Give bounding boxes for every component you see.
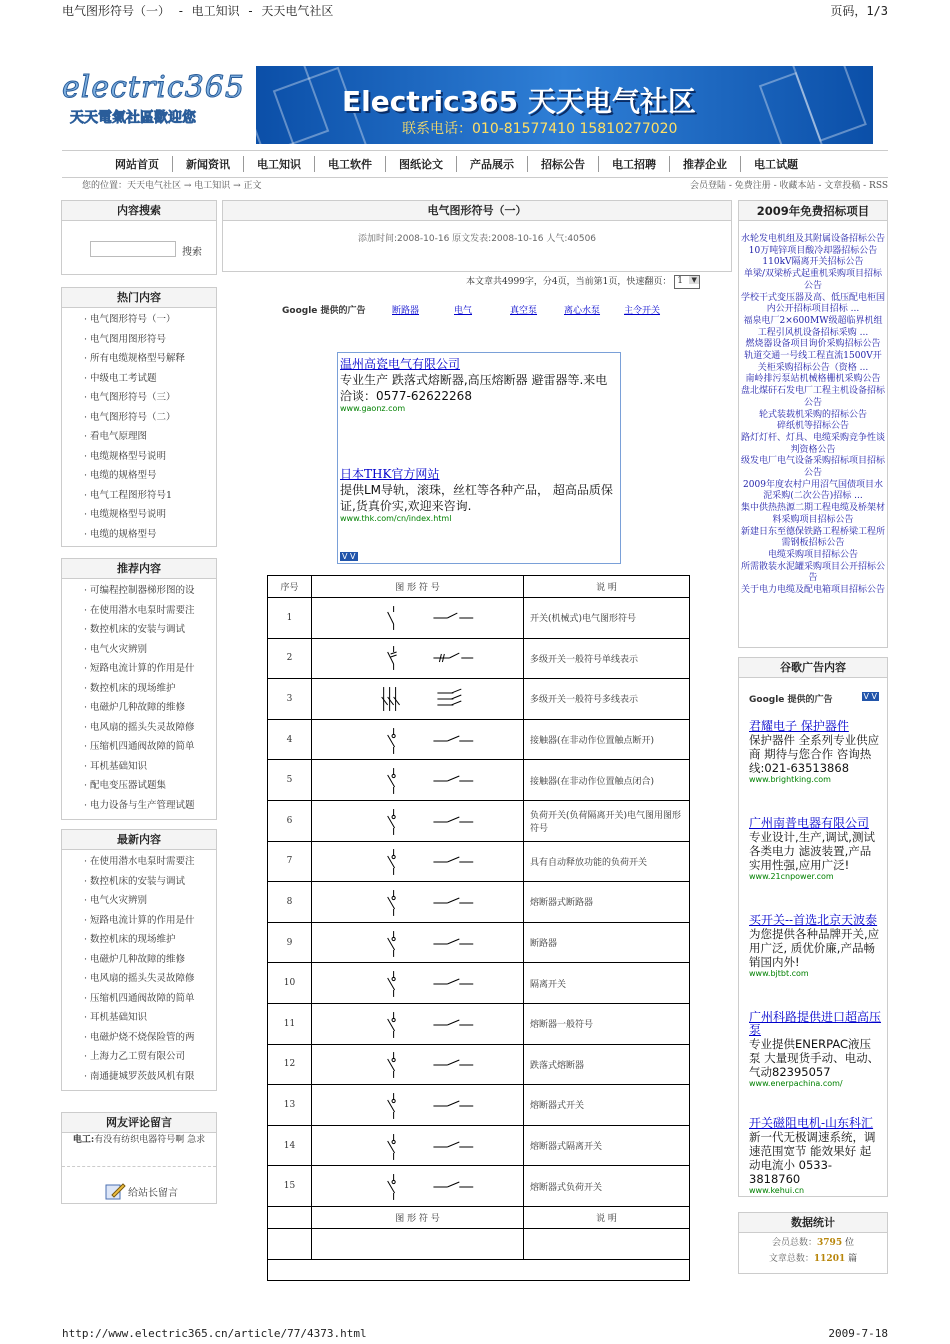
row-symbol <box>312 923 524 963</box>
row-symbol <box>312 801 524 841</box>
google-ads-bar <box>282 303 660 316</box>
ad-choices-icon[interactable]: V V <box>863 692 877 701</box>
list-item[interactable]: · 电缆的规格型号 <box>62 525 216 545</box>
table-row <box>268 1126 689 1167</box>
list-item[interactable]: · 电缆的规格型号 <box>62 466 216 486</box>
list-item[interactable]: · 电缆规格型号说明 <box>62 505 216 525</box>
table-row <box>268 598 689 639</box>
stats-box <box>738 1212 888 1274</box>
list-item[interactable]: · 短路电流计算的作用是什 <box>62 911 216 931</box>
logo-text: electric365 <box>62 70 245 105</box>
row-symbol <box>312 1166 524 1206</box>
symbol-icon <box>312 762 523 798</box>
stat-members: 会员总数：3795 位 <box>772 1238 854 1248</box>
list-item[interactable]: · 电风扇的摇头失灵故障修 <box>62 718 216 738</box>
row-symbol <box>312 760 524 800</box>
hot-list <box>62 308 216 544</box>
bid-item[interactable]: 福泉电厂2×600MW级超临界机组工程引风机设备招标采购 ... <box>743 315 883 338</box>
bid-item[interactable]: 盘北煤矸石发电厂工程主机设备招标公告 <box>741 386 886 408</box>
bid-item[interactable]: 碎纸机等招标公告 <box>776 421 849 432</box>
header-symbol: 图 形 符 号 <box>312 576 524 597</box>
site-logo[interactable] <box>62 70 245 140</box>
search-box <box>61 200 217 275</box>
chevron-down-icon: ▼ <box>689 276 699 284</box>
google-ad-item[interactable] <box>749 1117 881 1197</box>
bid-item[interactable]: 110kV隔离开关招标公告 <box>762 257 864 268</box>
symbol-icon <box>312 681 523 717</box>
table-row <box>268 679 689 720</box>
bid-item[interactable]: 集中供热热源二期工程电缆及桥架材料采购项目招标公告 <box>741 503 886 525</box>
list-item[interactable]: · 上海力乙工贸有限公司 <box>62 1047 216 1067</box>
user-links[interactable]: 会员登陆 - 免费注册 - 收藏本站 - 文章投稿 - RSS <box>689 181 888 191</box>
symbol-icon <box>312 1087 523 1123</box>
row-number: 14 <box>268 1126 312 1166</box>
row-desc: 多级开关一般符号多线表示 <box>530 695 639 706</box>
list-item[interactable]: · 电气工程图形符号1 <box>62 486 216 506</box>
row-number: 5 <box>268 760 312 800</box>
row-number: 6 <box>268 801 312 841</box>
google-ad-body: 保护器件 全系列专业供应商 期待与您合作 咨询热线:021-63513868 <box>749 733 880 775</box>
row-desc: 跌落式熔断器 <box>530 1060 585 1071</box>
stat-articles: 文章总数：11201 篇 <box>768 1254 858 1264</box>
row-desc: 接触器(在非动作位置触点断开) <box>530 736 655 747</box>
table-footer-header <box>268 1207 689 1229</box>
empty-cell <box>524 1229 689 1259</box>
bid-item[interactable]: 单梁/双梁桥式起重机采购项目招标公告 <box>743 269 883 291</box>
list-item[interactable]: · 南通捷城罗茨鼓风机有限 <box>62 1067 216 1087</box>
symbol-icon <box>312 1128 523 1164</box>
table-row <box>268 923 689 964</box>
row-desc: 具有自动释放功能的负荷开关 <box>530 857 648 868</box>
banner-title: Electric365 天天电气社区 <box>342 85 696 118</box>
ad-link[interactable]: 真空泵 <box>510 306 538 316</box>
google-ad-title[interactable]: 君耀电子 保护器件 <box>749 719 849 733</box>
row-desc: 熔断器式负荷开关 <box>530 1182 603 1193</box>
logo-slogan: 天天電氣社區歡迎您 <box>70 110 196 126</box>
list-item[interactable]: · 电磁炉几种故障的维修 <box>62 698 216 718</box>
nav-software[interactable]: 电工软件 <box>315 156 386 172</box>
symbol-icon <box>312 843 523 879</box>
list-item[interactable]: · 压缩机四通阀故障的简单 <box>62 989 216 1009</box>
symbol-icon <box>312 722 523 758</box>
row-number: 8 <box>268 882 312 922</box>
list-item[interactable]: · 电风扇的摇头失灵故障修 <box>62 969 216 989</box>
footer-symbol-header: 图 形 符 号 <box>312 1207 524 1228</box>
list-item[interactable]: · 压缩机四通阀故障的简单 <box>62 737 216 757</box>
ad-link[interactable]: 主令开关 <box>624 306 661 316</box>
symbol-icon <box>312 1168 523 1204</box>
bids-box <box>738 200 888 648</box>
footer-empty <box>268 1207 312 1228</box>
nav-home[interactable]: 网站首页 <box>102 156 173 172</box>
google-ad-url[interactable]: www.enerpachina.com/ <box>749 1079 843 1088</box>
article-header <box>222 200 732 272</box>
recommend-box <box>61 558 217 820</box>
hot-title: 热门内容 <box>62 288 216 308</box>
list-item[interactable]: · 电气图形符号（一） <box>62 310 216 330</box>
list-item[interactable]: · 数控机床的现场维护 <box>62 679 216 699</box>
google-ad-item[interactable] <box>749 817 881 914</box>
symbol-icon <box>312 640 523 676</box>
google-ads-label: Google 提供的广告 <box>749 695 833 705</box>
row-desc: 断路器 <box>530 939 558 950</box>
list-item[interactable]: · 电气火灾辨别 <box>62 640 216 660</box>
bid-item[interactable]: 2009年度农村户用沼气国债项目水泥采购(二次公告)招标 ... <box>743 479 883 502</box>
latest-list <box>62 850 216 1086</box>
row-desc: 熔断器一般符号 <box>530 1020 594 1031</box>
list-item[interactable]: · 电缆规格型号说明 <box>62 447 216 467</box>
row-symbol <box>312 1004 524 1044</box>
row-symbol <box>312 1085 524 1125</box>
comment-author: 电工: <box>72 1135 95 1145</box>
row-number: 11 <box>268 1004 312 1044</box>
google-ad-title[interactable]: 广州南普电器有限公司 <box>749 816 870 830</box>
google-ad-url[interactable]: www.bjtbt.com <box>749 969 809 978</box>
latest-box <box>61 829 217 1091</box>
list-item[interactable]: · 在使用潜水电泵时需要注 <box>62 601 216 621</box>
bid-item[interactable]: 新建日东至德保铁路工程桥梁工程所需钢板招标公告 <box>741 526 886 549</box>
google-ad-body: 为您提供各种品牌开关,应用广泛, 质优价廉,产品畅销国内外! <box>749 927 880 969</box>
symbol-icon <box>312 925 523 961</box>
table-row <box>268 1085 689 1126</box>
nav-news[interactable]: 新闻资讯 <box>173 156 244 172</box>
google-ad-item[interactable] <box>749 1011 881 1117</box>
list-item[interactable]: · 数控机床的现场维护 <box>62 930 216 950</box>
ad-link[interactable]: 离心水泵 <box>564 306 601 316</box>
search-title: 内容搜索 <box>62 201 216 221</box>
row-symbol <box>312 882 524 922</box>
breadcrumb[interactable]: 您的位置：天天电气社区 → 电工知识 → 正文 <box>82 181 262 191</box>
table-row <box>268 1045 689 1086</box>
hot-box <box>61 287 217 547</box>
google-ad-title[interactable]: 开关磁阻电机-山东科汇 <box>749 1116 874 1130</box>
list-item[interactable]: · 电气图形符号（二） <box>62 408 216 428</box>
row-number: 1 <box>268 598 312 638</box>
bid-item[interactable]: 10万吨锌项目酸冷却器招标公告 <box>748 245 878 256</box>
table-row <box>268 1166 689 1207</box>
list-item[interactable]: · 电气图形符号（三） <box>62 388 216 408</box>
symbol-icon <box>312 1046 523 1082</box>
site-banner <box>256 66 873 144</box>
google-ad-item[interactable] <box>749 720 881 817</box>
list-item[interactable]: · 电力设备与生产管理试题 <box>62 796 216 816</box>
nav-papers[interactable]: 图纸论文 <box>386 156 457 172</box>
row-number: 15 <box>268 1166 312 1206</box>
row-desc: 多级开关一般符号单线表示 <box>530 654 639 665</box>
table-header <box>268 576 689 598</box>
bids-list <box>739 221 887 597</box>
list-item[interactable]: · 可编程控制器梯形图的设 <box>62 581 216 601</box>
comments-box <box>61 1112 217 1204</box>
row-number: 10 <box>268 963 312 1003</box>
paging-info <box>466 274 700 289</box>
empty-cell <box>268 1229 312 1259</box>
header-desc: 说 明 <box>596 583 617 593</box>
list-item[interactable]: · 在使用潜水电泵时需要注 <box>62 852 216 872</box>
paging-text: 本文章共4999字，分4页，当前第1页，快速翻页： <box>466 277 672 287</box>
table-row <box>268 963 689 1004</box>
search-button[interactable]: 搜索 <box>182 247 202 258</box>
page-select[interactable]: 1 ▼ <box>674 275 700 289</box>
list-item[interactable]: · 耳机基础知识 <box>62 757 216 777</box>
comment-entry <box>62 1133 216 1167</box>
google-ads-box <box>738 657 888 1197</box>
row-symbol <box>312 1045 524 1085</box>
row-symbol <box>312 720 524 760</box>
recommend-title: 推荐内容 <box>62 559 216 579</box>
google-ad-body: 专业提供ENERPAC液压泵 大量现货手动、电动、气动82395057 <box>749 1037 880 1079</box>
bid-item[interactable]: 级发电厂电气设备采购招标项目招标公告 <box>741 456 886 479</box>
ad-body: 提供LM导轨，滚珠，丝杠等各种产品， 超高品质保证,货真价实,欢迎来咨询. <box>340 483 613 513</box>
row-symbol <box>312 963 524 1003</box>
nav-bids[interactable]: 招标公告 <box>528 156 599 172</box>
empty-cell <box>312 1229 524 1259</box>
row-desc: 隔离开关 <box>530 979 567 990</box>
symbol-table <box>267 575 690 1281</box>
bid-item[interactable]: 路灯灯杆、灯具、电缆采购竞争性谈判资格公告 <box>741 432 886 455</box>
google-ad-body: 新一代无极调速系统，调速范围宽节 能效果好 起动电流小 0533-3818760 <box>749 1130 876 1186</box>
row-desc: 熔断器式隔离开关 <box>530 1142 603 1153</box>
ad-title[interactable]: 日本THK官方网站 <box>340 467 440 481</box>
list-item[interactable]: · 电磁炉烧不烧保险管的两 <box>62 1028 216 1048</box>
main-nav <box>62 150 888 178</box>
google-ad-url[interactable]: www.brightking.com <box>749 775 831 784</box>
bid-item[interactable]: 电缆采购项目招标公告 <box>767 549 858 560</box>
symbol-icon <box>312 803 523 839</box>
page-number: 页码，1/3 <box>830 4 888 18</box>
ad-item[interactable] <box>340 465 618 523</box>
row-symbol <box>312 679 524 719</box>
table-row-empty <box>268 1229 689 1260</box>
google-ad-body: 专业设计,生产,调试,测试各类电力 滤波装置,产品实用性强,应用广泛! <box>749 830 875 872</box>
row-desc: 负荷开关(负荷隔离开关)电气图用图形符号 <box>530 810 682 834</box>
symbol-icon <box>312 600 523 636</box>
bid-item[interactable]: 南岭排污泵站机械格栅机采购公告 <box>745 374 881 385</box>
recommend-list <box>62 579 216 815</box>
bid-item[interactable]: 轮式装载机采购的招标公告 <box>758 409 867 420</box>
bid-item[interactable]: 水轮发电机组及其附属设备招标公告 <box>741 234 886 244</box>
header-no: 序号 <box>268 576 312 597</box>
list-item[interactable]: · 短路电流计算的作用是什 <box>62 659 216 679</box>
row-desc: 接触器(在非动作位置触点闭合) <box>530 776 655 787</box>
table-row <box>268 842 689 883</box>
ad-body: 专业生产 跌落式熔断器,高压熔断器 避雷器等.来电洽谈：0577-62622268 <box>340 373 608 403</box>
row-desc: 开关(机械式)电气图形符号 <box>530 614 637 625</box>
nav-jobs[interactable]: 电工招聘 <box>599 156 670 172</box>
google-ad-title[interactable]: 买开关--首选北京天波泰 <box>749 913 878 927</box>
list-item[interactable]: · 数控机床的安装与调试 <box>62 620 216 640</box>
search-input[interactable] <box>90 241 176 257</box>
bid-item[interactable]: 学校干式变压器及高、低压配电柜国内公开招标项目招标 ... <box>741 292 886 315</box>
row-number: 12 <box>268 1045 312 1085</box>
row-desc: 熔断器式开关 <box>530 1101 585 1112</box>
table-row <box>268 760 689 801</box>
footer-desc-header: 说 明 <box>596 1214 617 1224</box>
table-row <box>268 1004 689 1045</box>
comment-text: 有没有纺织电器符号啊 急求 <box>94 1135 206 1145</box>
google-ad-url[interactable]: www.21cnpower.com <box>749 872 834 881</box>
nav-exams[interactable]: 电工试题 <box>754 158 798 171</box>
row-symbol <box>312 598 524 638</box>
bid-item[interactable]: 所需散装水泥罐采购项目公开招标公告 <box>741 561 886 584</box>
table-row <box>268 720 689 761</box>
row-symbol <box>312 1126 524 1166</box>
row-number: 9 <box>268 923 312 963</box>
row-number: 3 <box>268 679 312 719</box>
google-ad-item[interactable] <box>749 914 881 1011</box>
bid-item[interactable]: 燃烧器设备项目询价采购招标公告 <box>745 339 881 350</box>
leave-message-label: 给站长留言 <box>128 1187 178 1199</box>
banner-contact: 联系电话：010-81577410 15810277020 <box>402 121 678 137</box>
list-item[interactable]: · 电气火灾辨别 <box>62 891 216 911</box>
list-item[interactable]: · 看电气原理图 <box>62 427 216 447</box>
list-item[interactable]: · 电磁炉几种故障的维修 <box>62 950 216 970</box>
ad-item[interactable] <box>340 355 618 465</box>
ad-link[interactable]: 电气 <box>454 306 473 316</box>
ad-url[interactable]: www.thk.com/cn/index.html <box>340 514 452 523</box>
google-ad-url[interactable]: www.kehui.cn <box>749 1186 805 1195</box>
row-number: 7 <box>268 842 312 882</box>
list-item[interactable]: · 配电变压器试题集 <box>62 776 216 796</box>
list-item[interactable]: · 电气图用图形符号 <box>62 330 216 350</box>
ad-choices-icon[interactable]: V V <box>342 552 356 561</box>
article-meta: 添加时间:2008-10-16 原文发表:2008-10-16 人气:40506 <box>357 234 597 244</box>
symbol-icon <box>312 965 523 1001</box>
ad-frame <box>337 352 621 564</box>
table-row <box>268 801 689 842</box>
bid-item[interactable]: 关于电力电缆及配电箱项目招标公告 <box>741 585 886 596</box>
footer-url: http://www.electric365.cn/article/77/4373.html <box>62 1327 367 1340</box>
list-item[interactable]: · 耳机基础知识 <box>62 1008 216 1028</box>
ad-link[interactable]: 断路器 <box>392 306 420 316</box>
list-item[interactable]: · 中级电工考试题 <box>62 369 216 389</box>
row-desc: 熔断器式断路器 <box>530 898 594 909</box>
list-item[interactable]: · 所有电缆规格型号解释 <box>62 349 216 369</box>
row-number: 13 <box>268 1085 312 1125</box>
symbol-icon <box>312 1006 523 1042</box>
footer-date: 2009-7-18 <box>828 1327 888 1340</box>
page-header-title: 电气图形符号（一） - 电工知识 - 天天电气社区 <box>62 4 334 18</box>
row-symbol <box>312 842 524 882</box>
row-symbol <box>312 639 524 679</box>
nav-products[interactable]: 产品展示 <box>457 156 528 172</box>
google-ads-title: 谷歌广告内容 <box>739 658 887 678</box>
nav-knowledge[interactable]: 电工知识 <box>244 156 315 172</box>
comments-title: 网友评论留言 <box>62 1113 216 1133</box>
row-number: 4 <box>268 720 312 760</box>
stats-title: 数据统计 <box>739 1213 887 1233</box>
symbol-icon <box>312 884 523 920</box>
ad-title[interactable]: 温州高瓷电气有限公司 <box>340 357 461 371</box>
article-title: 电气图形符号（一） <box>223 201 731 221</box>
pencil-note-icon <box>104 1181 126 1201</box>
google-ads-list <box>749 720 881 1197</box>
nav-companies[interactable]: 推荐企业 <box>670 156 741 172</box>
row-number: 2 <box>268 639 312 679</box>
list-item[interactable]: · 数控机床的安装与调试 <box>62 872 216 892</box>
leave-message-link[interactable] <box>104 1181 178 1201</box>
google-ad-title[interactable]: 广州科路提供进口超高压泵 <box>749 1010 882 1037</box>
table-row <box>268 639 689 680</box>
latest-title: 最新内容 <box>62 830 216 850</box>
bid-item[interactable]: 轨道交通一号线工程直流1500V开关柜采购招标公告（资格 ... <box>744 351 882 373</box>
google-ads-label: Google 提供的广告 <box>282 306 366 316</box>
table-row <box>268 882 689 923</box>
bids-title: 2009年免费招标项目 <box>739 201 887 221</box>
ad-url[interactable]: www.gaonz.com <box>340 404 406 413</box>
